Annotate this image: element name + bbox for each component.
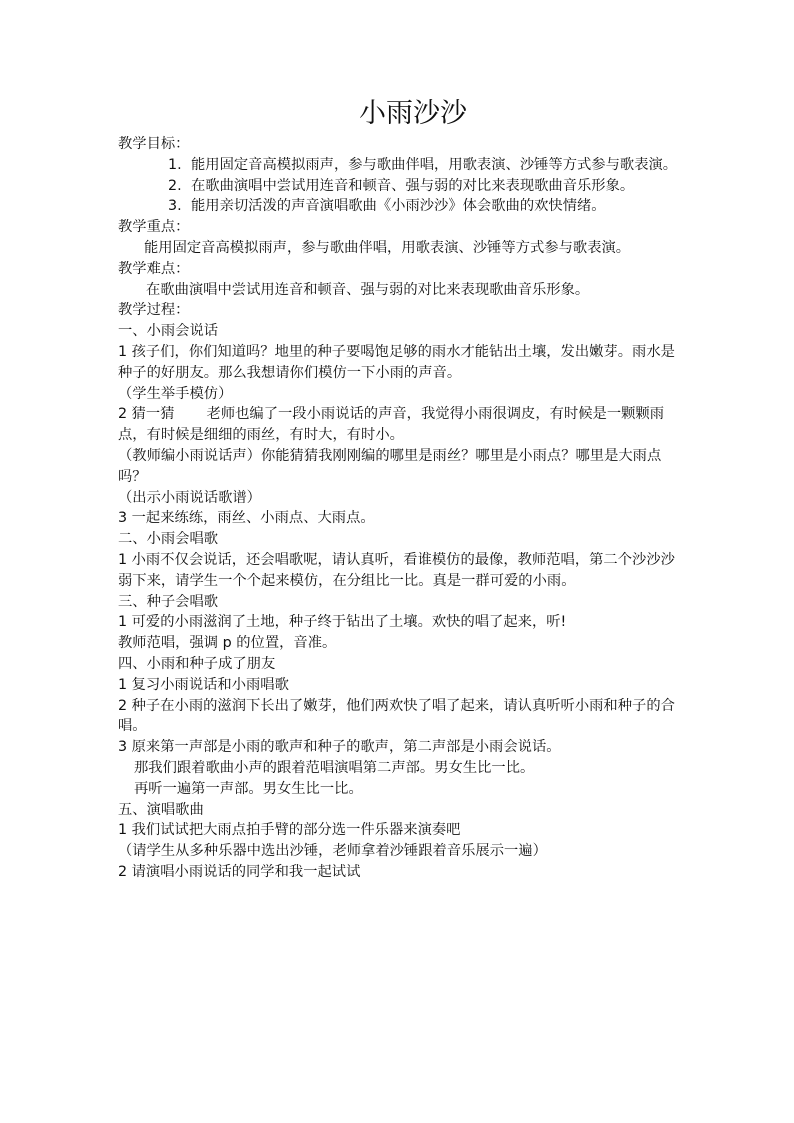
list-number: 2. — [168, 177, 182, 194]
paragraph: （学生举手模仿） — [118, 385, 233, 402]
process-heading: 教学过程： — [118, 302, 190, 319]
paragraph: 2 请演唱小雨说话的同学和我一起试试 — [118, 863, 361, 880]
section-heading: 三、种子会唱歌 — [118, 593, 219, 610]
paragraph: 1 小雨不仅会说话，还会唱歌呢，请认真听，看谁模仿的最像，教师范唱，第二个沙沙沙弱下来，请学生一个个起来模仿，在分组比一比。真是一群可爱的小雨。 — [118, 551, 675, 589]
document-page — [118, 96, 678, 883]
paragraph: 3 一起来练练，雨丝、小雨点、大雨点。 — [118, 510, 375, 527]
paragraph: 1 可爱的小雨滋润了土地，种子终于钻出了土壤。欢快的唱了起来，听! — [118, 614, 567, 631]
objectives-heading: 教学目标： — [118, 136, 190, 152]
paragraph: （请学生从多种乐器中选出沙锤，老师拿着沙锤跟着音乐展示一遍） — [118, 843, 547, 860]
paragraph: （出示小雨说话歌谱） — [118, 489, 261, 506]
paragraph: 那我们跟着歌曲小声的跟着范唱演唱第二声部。男女生比一比。 — [134, 759, 535, 776]
difficulties-text: 在歌曲演唱中尝试用连音和顿音、强与弱的对比来表现歌曲音乐形象。 — [146, 281, 590, 298]
list-number: 3. — [168, 198, 182, 215]
step-text: 老师也编了一段小雨说话的声音，我觉得小雨很调皮，有时候是一颗颗雨点，有时候是细细的雨丝，有时大，有时小。 — [118, 406, 665, 444]
difficulties-heading: 教学难点： — [118, 260, 190, 277]
paragraph — [118, 404, 678, 446]
paragraph: 1 孩子们，你们知道吗？地里的种子要喝饱足够的雨水才能钻出土壤，发出嫩芽。雨水是种子的好朋友。那么我想请你们模仿一下小雨的声音。 — [118, 343, 675, 381]
objective-item — [118, 155, 678, 176]
objective-text: 在歌曲演唱中尝试用连音和顿音、强与弱的对比来表现歌曲音乐形象。 — [191, 177, 635, 194]
paragraph: 再听一遍第一声部。男女生比一比。 — [134, 780, 363, 797]
paragraph: 2 种子在小雨的滋润下长出了嫩芽，他们两欢快了唱了起来，请认真听听小雨和种子的合唱。 — [118, 697, 675, 735]
paragraph: 3 原来第一声部是小雨的歌声和种子的歌声，第二声部是小雨会说话。 — [118, 739, 561, 756]
key-points-heading: 教学重点： — [118, 219, 190, 236]
section-heading: 一、小雨会说话 — [118, 323, 219, 340]
objective-text: 能用亲切活泼的声音演唱歌曲《小雨沙沙》体会歌曲的欢快情绪。 — [191, 198, 606, 215]
step-label: 2 猜一猜 — [118, 406, 175, 423]
objective-item — [118, 196, 678, 217]
paragraph: 1 我们试试把大雨点拍手臂的部分选一件乐器来演奏吧 — [118, 822, 461, 839]
section-heading: 四、小雨和种子成了朋友 — [118, 655, 276, 672]
section-heading: 五、演唱歌曲 — [118, 801, 204, 818]
section-heading: 二、小雨会唱歌 — [118, 531, 219, 548]
paragraph: （教师编小雨说话声）你能猜猜我刚刚编的哪里是雨丝？哪里是小雨点？哪里是大雨点吗？ — [118, 447, 662, 485]
paragraph: 1 复习小雨说话和小雨唱歌 — [118, 676, 289, 693]
objective-text: 能用固定音高模拟雨声，参与歌曲伴唱，用歌表演、沙锤等方式参与歌表演。 — [191, 156, 678, 173]
list-number: 1. — [168, 156, 182, 173]
document-title: 小雨沙沙 — [359, 98, 467, 129]
objectives-list — [118, 155, 678, 217]
key-points-text: 能用固定音高模拟雨声，参与歌曲伴唱，用歌表演、沙锤等方式参与歌表演。 — [144, 239, 631, 256]
objective-item — [118, 176, 678, 197]
paragraph: 教师范唱，强调 p 的位置，音准。 — [118, 635, 337, 652]
